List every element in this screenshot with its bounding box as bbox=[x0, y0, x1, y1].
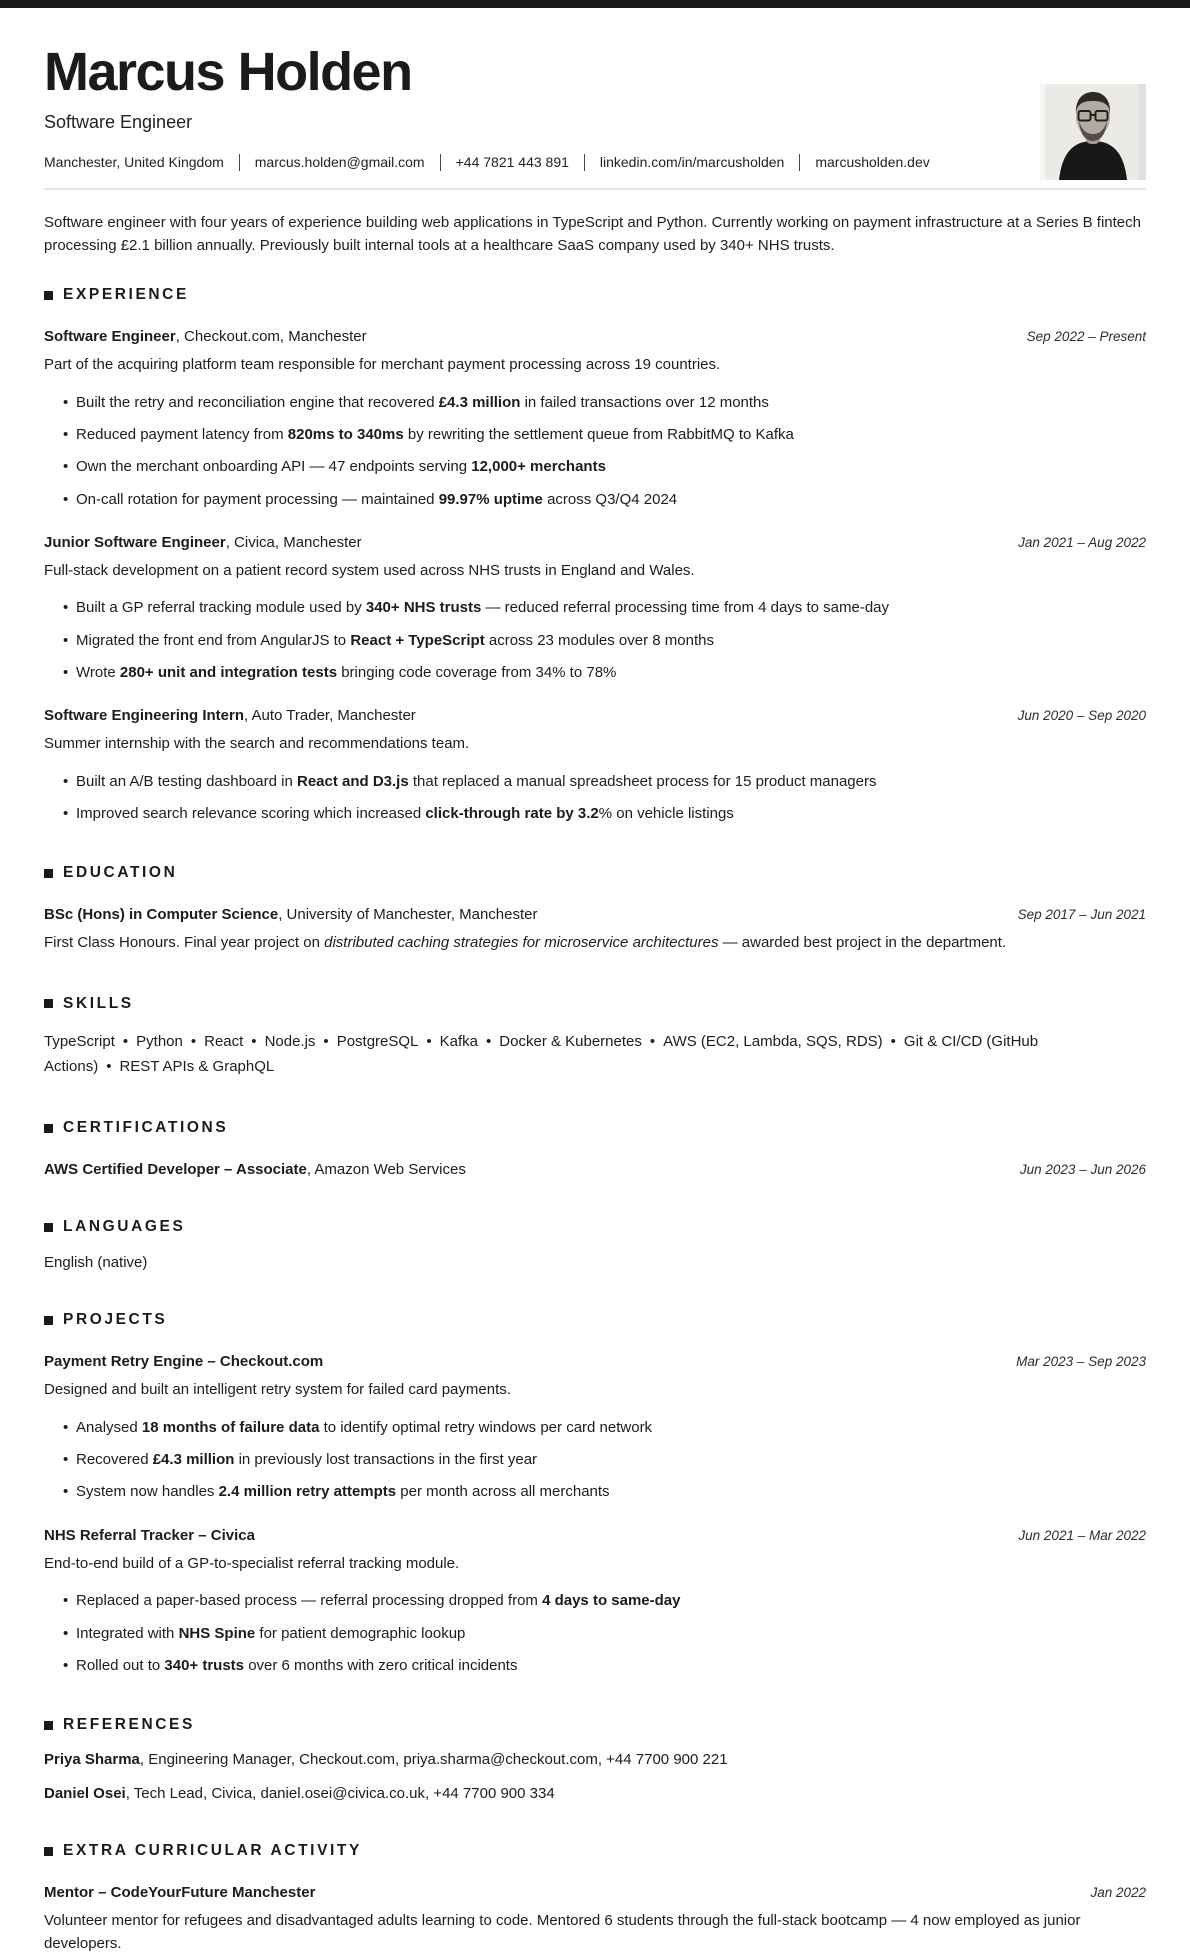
candidate-name: Marcus Holden bbox=[44, 42, 412, 102]
entry-header bbox=[44, 1527, 1146, 1544]
bullet-item-bold: 340+ NHS trusts bbox=[365, 599, 482, 617]
section-heading-label: EDUCATION bbox=[63, 864, 178, 882]
entry-description-text: Volunteer mentor for refugees and disadvantaged adults learning to code. Mentored 6 students through the full-stack bootcamp — 4 now employed as junior developers. bbox=[44, 1912, 1081, 1952]
professional-summary: Software engineer with four years of experience building web applications in TypeScript and Python. Currently working on payment infrastructure at a Series B fintech processing £2.1 billion annually. Previously built internal tools at a healthcare SaaS company used by 340+ NHS trusts. bbox=[44, 213, 1141, 254]
entry-title-bold: BSc (Hons) in Computer Science bbox=[44, 906, 279, 924]
contact-row bbox=[44, 154, 1146, 171]
skill-item: Git & CI/CD (GitHub Actions) bbox=[44, 1032, 1039, 1075]
contact-separator bbox=[584, 154, 585, 171]
skill-separator: • bbox=[486, 1032, 492, 1050]
skill-item: Node.js bbox=[264, 1032, 316, 1050]
contact-item: Manchester, United Kingdom bbox=[44, 154, 224, 171]
bullet-item-bold: £4.3 million bbox=[152, 1451, 235, 1469]
bullet-item bbox=[76, 630, 1146, 651]
bullet-item-text: that replaced a manual spreadsheet process for 15 product managers bbox=[408, 772, 877, 790]
bullet-item-bold: React + TypeScript bbox=[350, 631, 485, 649]
square-bullet-icon bbox=[44, 1316, 53, 1325]
bullet-item bbox=[76, 424, 1146, 445]
entry bbox=[44, 534, 1146, 683]
bullet-item-text: across 23 modules over 8 months bbox=[484, 631, 714, 649]
entry-date: Jun 2021 – Mar 2022 bbox=[1018, 1527, 1146, 1543]
entry-title bbox=[44, 707, 416, 724]
entry-title-bold: AWS Certified Developer – Associate bbox=[44, 1161, 307, 1179]
bullet-item bbox=[76, 803, 1146, 824]
section-heading bbox=[44, 1218, 1146, 1236]
entry bbox=[44, 906, 1146, 955]
entry-title-text: , Auto Trader, Manchester bbox=[244, 707, 416, 725]
bullet-item-text: Integrated with bbox=[76, 1624, 179, 1642]
square-bullet-icon bbox=[44, 1223, 53, 1232]
section-heading bbox=[44, 1311, 1146, 1329]
bullet-item bbox=[76, 1590, 1146, 1611]
bullet-list bbox=[44, 1417, 1146, 1503]
entry-description bbox=[44, 932, 1146, 955]
bullet-item-text: bringing code coverage from 34% to 78% bbox=[337, 663, 617, 681]
bullet-list bbox=[44, 392, 1146, 510]
skill-item: REST APIs & GraphQL bbox=[119, 1057, 275, 1075]
contact-item: +44 7821 443 891 bbox=[455, 154, 569, 171]
section-heading bbox=[44, 1119, 1146, 1137]
section-heading bbox=[44, 1842, 1146, 1860]
entry bbox=[44, 707, 1146, 824]
skill-separator: • bbox=[106, 1057, 112, 1075]
section-experience bbox=[44, 286, 1146, 824]
section-projects bbox=[44, 1311, 1146, 1676]
section-heading-label: CERTIFICATIONS bbox=[63, 1119, 229, 1137]
entry-header bbox=[44, 534, 1146, 551]
entry bbox=[44, 328, 1146, 510]
entry-title-bold: Software Engineering Intern bbox=[44, 707, 245, 725]
section-heading-label: REFERENCES bbox=[63, 1716, 195, 1734]
bullet-item bbox=[76, 1417, 1146, 1438]
bullet-item-text: Improved search relevance scoring which increased bbox=[76, 805, 426, 823]
bullet-item-text: Built a GP referral tracking module used by bbox=[76, 599, 366, 617]
contact-separator bbox=[440, 154, 441, 171]
entry-description-text: Full-stack development on a patient record system used across NHS trusts in England and Wales. bbox=[44, 561, 695, 579]
entry-title-bold: Payment Retry Engine – Checkout.com bbox=[44, 1353, 324, 1371]
contact-item: marcus.holden@gmail.com bbox=[254, 154, 425, 171]
entry-title-text: , Checkout.com, Manchester bbox=[175, 328, 367, 346]
entry bbox=[44, 1353, 1146, 1502]
entry-title-bold: Mentor – CodeYourFuture Manchester bbox=[44, 1884, 316, 1902]
contact-separator bbox=[799, 154, 800, 171]
bullet-item-bold: 4 days to same-day bbox=[542, 1592, 681, 1610]
bullet-item-bold: 340+ trusts bbox=[164, 1656, 245, 1674]
bullet-item-text: in previously lost transactions in the first year bbox=[234, 1451, 538, 1469]
reference-line bbox=[44, 1751, 1146, 1768]
bullet-item-bold: 18 months of failure data bbox=[141, 1418, 320, 1436]
skill-separator: • bbox=[251, 1032, 257, 1050]
entry bbox=[44, 1161, 1146, 1178]
skill-item: Python bbox=[136, 1032, 183, 1050]
entry-header bbox=[44, 1161, 1146, 1178]
bullet-item-text: System now handles bbox=[76, 1483, 219, 1501]
entry-title bbox=[44, 328, 367, 345]
entry-description bbox=[44, 1910, 1146, 1955]
bullet-item-bold: £4.3 million bbox=[438, 393, 521, 411]
square-bullet-icon bbox=[44, 999, 53, 1008]
reference-text: , Tech Lead, Civica, daniel.osei@civica.co.uk, +44 7700 900 334 bbox=[125, 1785, 555, 1803]
bullet-item-text: On-call rotation for payment processing — maintained bbox=[76, 490, 439, 508]
bullet-item-text: Replaced a paper-based process — referral processing dropped from bbox=[76, 1592, 543, 1610]
bullet-item bbox=[76, 456, 1146, 477]
skill-separator: • bbox=[122, 1032, 129, 1050]
reference-bold: Priya Sharma bbox=[44, 1751, 140, 1769]
entry-description-text: First Class Honours. Final year project on bbox=[44, 934, 325, 952]
reference-line bbox=[44, 1785, 1146, 1802]
entry bbox=[44, 1884, 1146, 1955]
bullet-item-bold: 12,000+ merchants bbox=[471, 458, 606, 476]
section-heading-label: SKILLS bbox=[63, 994, 134, 1012]
bullet-item-text: — reduced referral processing time from 4 days to same-day bbox=[481, 599, 890, 617]
entry-description-text: Part of the acquiring platform team responsible for merchant payment processing across 19 countries. bbox=[44, 356, 721, 374]
entry-description-text: — awarded best project in the department. bbox=[718, 934, 1007, 952]
candidate-job-title: Software Engineer bbox=[44, 111, 193, 132]
square-bullet-icon bbox=[44, 869, 53, 878]
skill-separator: • bbox=[190, 1032, 197, 1050]
bullet-item-text: Reduced payment latency from bbox=[76, 425, 288, 443]
bullet-item-text: Built an A/B testing dashboard in bbox=[76, 772, 297, 790]
contact-separator bbox=[239, 154, 240, 171]
bullet-item-bold: 820ms to 340ms bbox=[287, 425, 404, 443]
entry-date: Mar 2023 – Sep 2023 bbox=[1016, 1354, 1146, 1370]
bullet-item-text: across Q3/Q4 2024 bbox=[542, 490, 678, 508]
bullet-list bbox=[44, 597, 1146, 683]
entry-header bbox=[44, 906, 1146, 923]
entry-title-text: , University of Manchester, Manchester bbox=[278, 906, 538, 924]
entry-description bbox=[44, 1553, 1146, 1576]
entry-title bbox=[44, 1161, 466, 1178]
reference-bold: Daniel Osei bbox=[44, 1785, 126, 1803]
bullet-item-bold: 2.4 million retry attempts bbox=[218, 1483, 397, 1501]
square-bullet-icon bbox=[44, 1124, 53, 1133]
bullet-item-bold: NHS Spine bbox=[178, 1624, 256, 1642]
section-heading bbox=[44, 1716, 1146, 1734]
bullet-item-text: Recovered bbox=[76, 1451, 153, 1469]
entry-description-text: End-to-end build of a GP-to-specialist referral tracking module. bbox=[44, 1554, 460, 1572]
entry-description bbox=[44, 560, 1146, 583]
entry-header bbox=[44, 707, 1146, 724]
contact-item: marcusholden.dev bbox=[815, 154, 930, 171]
entry-date: Jun 2023 – Jun 2026 bbox=[1019, 1162, 1146, 1178]
bullet-item-text: % on vehicle listings bbox=[598, 805, 734, 823]
entry-title bbox=[44, 906, 538, 923]
entry-title-text: , Civica, Manchester bbox=[225, 533, 362, 551]
section-skills bbox=[44, 995, 1146, 1080]
section-heading bbox=[44, 995, 1146, 1013]
bullet-item bbox=[76, 489, 1146, 510]
bullet-item-text: Rolled out to bbox=[76, 1656, 165, 1674]
bullet-item-text: in failed transactions over 12 months bbox=[520, 393, 769, 411]
bullet-item-text: Built the retry and reconciliation engine that recovered bbox=[76, 393, 439, 411]
section-heading-label: PROJECTS bbox=[63, 1311, 168, 1329]
bullet-item-text: Wrote bbox=[76, 663, 120, 681]
entry-title-text: , Amazon Web Services bbox=[306, 1161, 466, 1179]
section-heading-label: EXTRA CURRICULAR ACTIVITY bbox=[63, 1842, 362, 1860]
entry-title bbox=[44, 534, 362, 551]
bullet-item bbox=[76, 662, 1146, 683]
bullet-item-text: by rewriting the settlement queue from RabbitMQ to Kafka bbox=[403, 425, 794, 443]
entry-title bbox=[44, 1353, 323, 1370]
reference-text: , Engineering Manager, Checkout.com, priya.sharma@checkout.com, +44 7700 900 221 bbox=[139, 1751, 728, 1769]
bullet-item-text: Migrated the front end from AngularJS to bbox=[76, 631, 351, 649]
skill-item: React bbox=[204, 1032, 244, 1050]
bullet-item-text: Own the merchant onboarding API — 47 endpoints serving bbox=[76, 458, 472, 476]
entry-description bbox=[44, 1379, 1146, 1402]
square-bullet-icon bbox=[44, 291, 53, 300]
entry-date: Jun 2020 – Sep 2020 bbox=[1017, 708, 1146, 724]
entry-date: Sep 2017 – Jun 2021 bbox=[1017, 907, 1146, 923]
bullet-item-bold: click-through rate by 3.2 bbox=[425, 805, 599, 823]
entry-title-bold: Junior Software Engineer bbox=[44, 533, 226, 551]
skill-separator: • bbox=[323, 1032, 329, 1050]
bullet-list bbox=[44, 1590, 1146, 1676]
bullet-item-bold: React and D3.js bbox=[296, 772, 409, 790]
entry-description-text: Summer internship with the search and recommendations team. bbox=[44, 735, 470, 753]
section-education bbox=[44, 864, 1146, 955]
section-references bbox=[44, 1716, 1146, 1802]
entry bbox=[44, 1527, 1146, 1676]
skill-separator: • bbox=[890, 1032, 896, 1050]
profile-photo-image bbox=[1040, 84, 1146, 180]
entry-header bbox=[44, 328, 1146, 345]
contact-item: linkedin.com/in/marcusholden bbox=[599, 154, 785, 171]
skills-list bbox=[44, 1030, 1146, 1080]
entry-title bbox=[44, 1884, 315, 1901]
skill-item: PostgreSQL bbox=[336, 1032, 419, 1050]
languages-text: English (native) bbox=[44, 1254, 148, 1272]
entry-title-bold: Software Engineer bbox=[44, 328, 176, 346]
entry-description-italic: distributed caching strategies for microservice architectures bbox=[324, 934, 719, 952]
entry-date: Sep 2022 – Present bbox=[1026, 329, 1146, 345]
bullet-item-text: over 6 months with zero critical incidents bbox=[244, 1656, 518, 1674]
bullet-item bbox=[76, 597, 1146, 618]
bullet-item bbox=[76, 771, 1146, 792]
section-certifications bbox=[44, 1119, 1146, 1178]
skill-item: Docker & Kubernetes bbox=[499, 1032, 642, 1050]
profile-photo bbox=[1040, 84, 1146, 180]
square-bullet-icon bbox=[44, 1847, 53, 1856]
bullet-item-text: per month across all merchants bbox=[396, 1483, 610, 1501]
entry-date: Jan 2021 – Aug 2022 bbox=[1018, 534, 1146, 550]
entry-title-bold: NHS Referral Tracker – Civica bbox=[44, 1526, 255, 1544]
skill-item: Kafka bbox=[439, 1032, 479, 1050]
bullet-item bbox=[76, 1623, 1146, 1644]
resume-page bbox=[0, 44, 1190, 1955]
bullet-item-bold: 99.97% uptime bbox=[438, 490, 543, 508]
bullet-item-text: Analysed bbox=[76, 1418, 142, 1436]
entry-date: Jan 2022 bbox=[1090, 1885, 1146, 1901]
bullet-item bbox=[76, 1449, 1146, 1470]
bullet-item-bold: 280+ unit and integration tests bbox=[119, 663, 338, 681]
square-bullet-icon bbox=[44, 1721, 53, 1730]
bullet-item-text: to identify optimal retry windows per card network bbox=[319, 1418, 653, 1436]
skill-item: TypeScript bbox=[44, 1032, 115, 1050]
bullet-item bbox=[76, 1655, 1146, 1676]
header-divider bbox=[44, 188, 1146, 190]
bullet-item bbox=[76, 1481, 1146, 1502]
skill-separator: • bbox=[426, 1032, 432, 1050]
section-heading bbox=[44, 286, 1146, 304]
top-accent-bar bbox=[0, 0, 1190, 8]
section-languages bbox=[44, 1218, 1146, 1271]
section-extra-curricular bbox=[44, 1842, 1146, 1955]
entry-description-text: Designed and built an intelligent retry system for failed card payments. bbox=[44, 1381, 511, 1399]
resume-sections bbox=[44, 286, 1146, 1955]
section-heading-label: EXPERIENCE bbox=[63, 286, 189, 304]
section-heading-label: LANGUAGES bbox=[63, 1218, 186, 1236]
bullet-item-text: for patient demographic lookup bbox=[255, 1624, 466, 1642]
entry-title bbox=[44, 1527, 255, 1544]
skill-item: AWS (EC2, Lambda, SQS, RDS) bbox=[663, 1032, 883, 1050]
bullet-list bbox=[44, 771, 1146, 825]
entry-header bbox=[44, 1353, 1146, 1370]
skill-separator: • bbox=[649, 1032, 656, 1050]
bullet-item bbox=[76, 392, 1146, 413]
section-heading bbox=[44, 864, 1146, 882]
entry-description bbox=[44, 354, 1146, 377]
entry-header bbox=[44, 1884, 1146, 1901]
entry-description bbox=[44, 733, 1146, 756]
